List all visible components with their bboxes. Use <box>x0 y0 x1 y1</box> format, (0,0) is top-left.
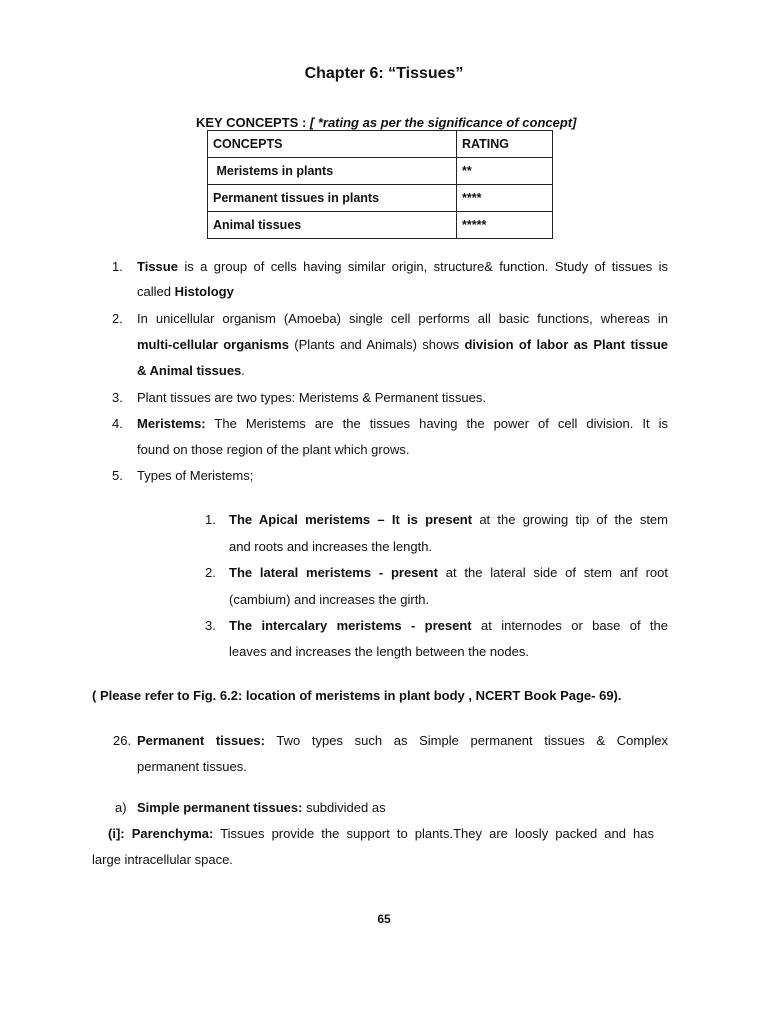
table-row <box>208 212 553 239</box>
key-concepts-heading <box>196 115 576 130</box>
term-bold: The Apical meristems – It is present <box>229 512 473 527</box>
term-bold: Parenchyma: <box>131 826 214 841</box>
term-bold: multi-cellular organisms <box>137 337 289 352</box>
list-item-text <box>137 799 386 817</box>
term-bold: Permanent tissues: <box>137 733 265 748</box>
list-item-text: found on those region of the plant which grows. <box>137 442 410 457</box>
reference-note: ( Please refer to Fig. 6.2: location of meristems in plant body , NCERT Book Page- 69). <box>92 688 622 703</box>
text-span: at the lateral side of stem anf root <box>437 565 668 580</box>
list-item-text: permanent tissues. <box>137 759 247 774</box>
sublist-item-text <box>229 617 668 635</box>
term-bold: The intercalary meristems - present <box>229 618 472 633</box>
list-item-text: Plant tissues are two types: Meristems & Permanent tissues. <box>137 390 486 405</box>
text-span: (Plants and Animals) shows <box>288 337 465 352</box>
list-number: 5. <box>112 468 123 483</box>
list-number: 4. <box>112 416 123 431</box>
text-span: subdivided as <box>302 800 386 815</box>
table-header-row <box>208 131 553 158</box>
list-item-text <box>137 336 668 354</box>
key-concepts-label: KEY CONCEPTS : <box>196 115 310 130</box>
list-letter: a) <box>115 800 127 815</box>
list-item-text <box>137 283 234 301</box>
table-header-concepts: CONCEPTS <box>208 131 457 158</box>
table-row <box>208 158 553 185</box>
sublist-number: 2. <box>205 565 216 580</box>
table-cell-concept: Animal tissues <box>208 212 457 239</box>
term-bold: (i]: <box>108 826 132 841</box>
list-item-text: In unicellular organism (Amoeba) single cell performs all basic functions, whereas in <box>137 311 668 326</box>
sublist-item-text: leaves and increases the length between the nodes. <box>229 644 529 659</box>
text-span: Two types such as Simple permanent tissues & Complex <box>264 733 669 748</box>
table-cell-rating: ***** <box>457 212 553 239</box>
text-span: called <box>137 284 175 299</box>
term-bold: division of labor as Plant tissue <box>464 337 669 352</box>
sublist-item-text <box>229 564 668 582</box>
text-span: The Meristems are the tissues having the power of cell division. It is <box>205 416 668 431</box>
table-cell-concept: Meristems in plants <box>208 158 457 185</box>
page-number: 65 <box>377 912 391 926</box>
term-bold: Tissue <box>137 259 178 274</box>
paragraph-text: large intracellular space. <box>92 852 233 867</box>
list-number: 2. <box>112 311 123 326</box>
text-span: Tissues provide the support to plants.They are loosly packed and has <box>213 826 654 841</box>
term-bold: The lateral meristems - present <box>229 565 438 580</box>
chapter-title: Chapter 6: “Tissues” <box>304 65 464 82</box>
list-item-text <box>137 415 668 433</box>
table-cell-concept: Permanent tissues in plants <box>208 185 457 212</box>
term-bold: Simple permanent tissues: <box>137 800 303 815</box>
table-cell-rating: ** <box>457 158 553 185</box>
concepts-table <box>207 130 553 239</box>
sublist-number: 1. <box>205 512 216 527</box>
sublist-number: 3. <box>205 618 216 633</box>
table-header-rating: RATING <box>457 131 553 158</box>
term-bold: & Animal tissues <box>137 363 242 378</box>
term-bold: Histology <box>174 284 234 299</box>
text-span: . <box>241 363 245 378</box>
text-span: is a group of cells having similar origin, structure& function. Study of tissues is <box>177 259 668 274</box>
sublist-item-text: (cambium) and increases the girth. <box>229 592 430 607</box>
text-span: at internodes or base of the <box>471 618 668 633</box>
text-span: at the growing tip of the stem <box>472 512 668 527</box>
list-number: 26. <box>113 733 132 748</box>
table-row <box>208 185 553 212</box>
table-cell-rating: **** <box>457 185 553 212</box>
term-bold: Meristems: <box>137 416 206 431</box>
list-item-text: Types of Meristems; <box>137 468 254 483</box>
list-item-text <box>137 732 668 750</box>
sublist-item-text: and roots and increases the length. <box>229 539 433 554</box>
list-number: 3. <box>112 390 123 405</box>
paragraph-text <box>108 825 654 843</box>
sublist-item-text <box>229 511 668 529</box>
key-concepts-note: [ *rating as per the significance of concept] <box>309 115 577 130</box>
list-number: 1. <box>112 259 123 274</box>
list-item-text <box>137 258 668 276</box>
list-item-text <box>137 362 245 380</box>
